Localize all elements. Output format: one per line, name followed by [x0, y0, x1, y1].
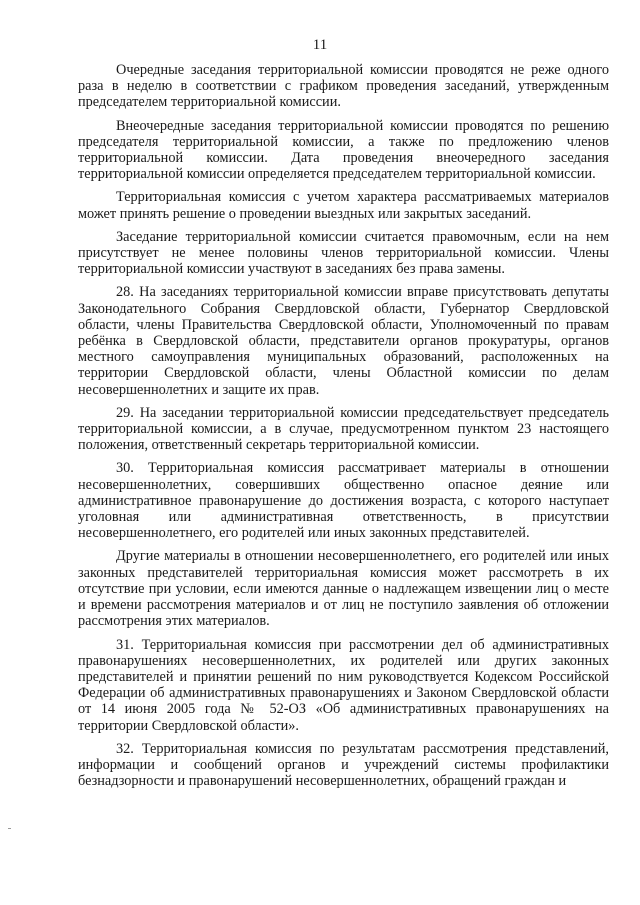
paragraph-offsite-closed-meetings: Территориальная комиссия с учетом характера рассматриваемых материалов может принять решение о проведении выездных или закрытых заседаний. — [78, 189, 609, 222]
paragraph-extraordinary-meetings: Внеочередные заседания территориальной комиссии проводятся по решению председателя территориальной комиссии, а также по предложению членов территориальной комиссии. Дата проведения внеочередного заседания территориальной комиссии определяется председателем территориальной комиссии. — [78, 117, 609, 183]
document-body — [78, 62, 609, 796]
page-number: 11 — [312, 37, 328, 53]
paragraph-clause-32: 32. Территориальная комиссия по результатам рассмотрения представлений, информации и сообщений органов и учреждений системы профилактики безнадзорности и правонарушений несовершеннолетних, обращений граждан и — [78, 740, 609, 790]
paragraph-clause-31: 31. Территориальная комиссия при рассмотрении дел об административных правонарушениях несовершеннолетних, их родителей или других законных представителей и принятии решений по ним руководствуется Кодексом Российской Федерации об административных правонарушениях и Законом Свердловской области от 14 июня 2005 года № 52-ОЗ «Об административных правонарушениях на территории Свердловской области». — [78, 636, 609, 734]
paragraph-clause-29: 29. На заседании территориальной комиссии председательствует председатель территориальной комиссии, а в случае, предусмотренном пунктом 23 настоящего положения, ответственный секретарь территориальной комиссии. — [78, 404, 609, 454]
paragraph-other-materials: Другие материалы в отношении несовершеннолетнего, его родителей или иных законных представителей территориальная комиссия может рассмотреть в их отсутствие при условии, если имеются данные о надлежащем извещении лиц о месте и времени рассмотрения материалов и от лиц не поступило заявления об отложении рассмотрения этих материалов. — [78, 548, 609, 630]
paragraph-clause-30: 30. Территориальная комиссия рассматривает материалы в отношении несовершеннолетних, совершивших общественно опасное деяние или административное правонарушение до достижения возраста, с которого наступает уголовная или административная ответственность, в присутствии несовершеннолетнего, его родителей или иных законных представителей. — [78, 460, 609, 542]
paragraph-quorum: Заседание территориальной комиссии считается правомочным, если на нем присутствует не менее половины членов территориальной комиссии. Члены территориальной комиссии участвуют в заседаниях без права замены. — [78, 228, 609, 278]
scan-speck — [8, 828, 11, 829]
paragraph-regular-meetings: Очередные заседания территориальной комиссии проводятся не реже одного раза в неделю в соответствии с графиком проведения заседаний, утвержденным председателем территориальной комиссии. — [78, 62, 609, 111]
paragraph-clause-28: 28. На заседаниях территориальной комиссии вправе присутствовать депутаты Законодательного Собрания Свердловской области, Губернатор Свердловской области, члены Правительства Свердловской области, Уполномоченный по правам ребёнка в Свердловской области, представители органов прокуратуры, органов местного самоуправления муниципальных образований, расположенных на территории Свердловской области, члены Областной комиссии по делам несовершеннолетних и защите их прав. — [78, 284, 609, 398]
